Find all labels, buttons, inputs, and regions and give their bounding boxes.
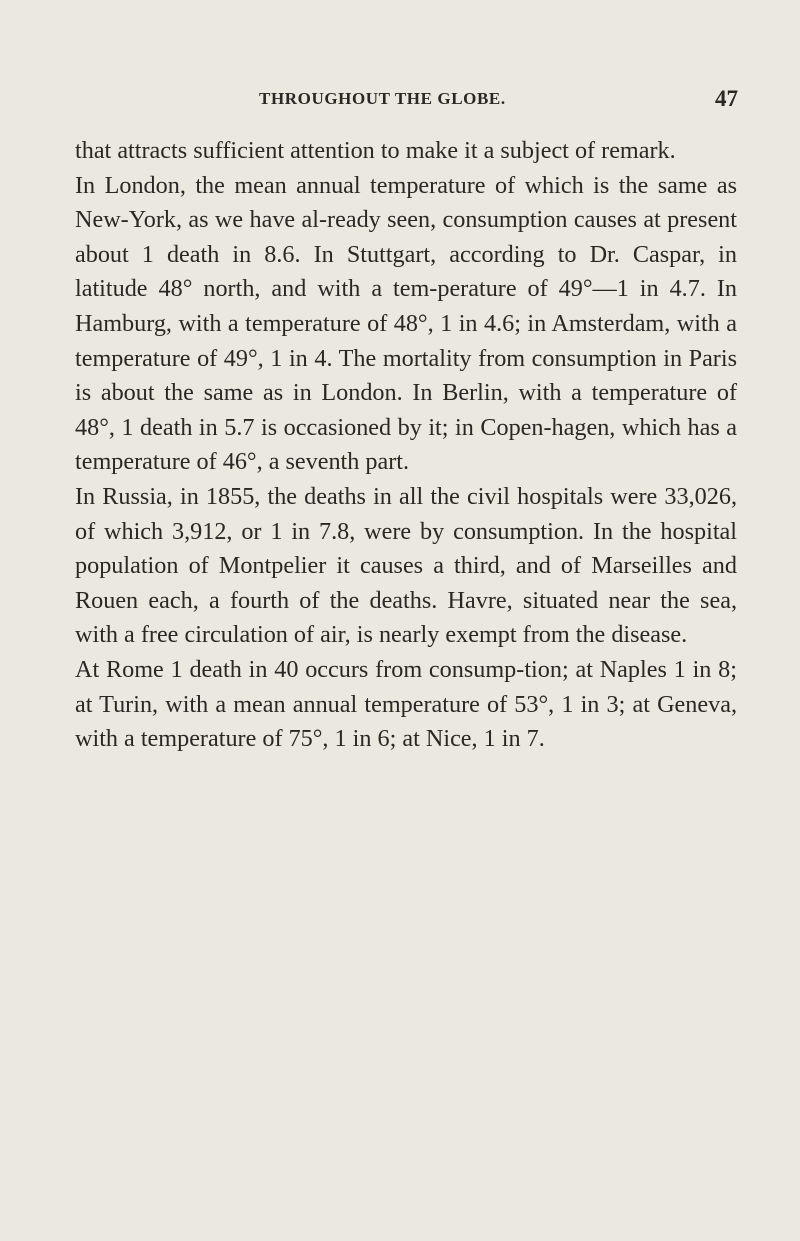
- running-title: THROUGHOUT THE GLOBE.: [259, 89, 506, 108]
- body-text: [75, 134, 737, 757]
- paragraph: that attracts sufficient attention to make it a subject of remark.: [75, 137, 676, 164]
- page-number: 47: [715, 86, 738, 111]
- paragraph: At Rome 1 death in 40 occurs from consump-tion; at Naples 1 in 8; at Turin, with a mean annual temperature of 53°, 1 in 3; at Geneva, with a temperature of 75°, 1 in 6; at Nice, 1 in 7.: [75, 655, 737, 753]
- paragraph: In London, the mean annual temperature of which is the same as New-York, as we have al-ready seen, consumption causes at present about 1 death in 8.6. In Stuttgart, according to Dr. Caspar, in latitude 48° north, and with a tem-perature of 49°—1 in 4.7. In Hamburg, with a temperature of 48°, 1 in 4.6; in Amsterdam, with a temperature of 49°, 1 in 4. The mortality from consumption in Paris is about the same as in London. In Berlin, with a temperature of 48°, 1 death in 5.7 is occasioned by it; in Copen-hagen, which has a temperature of 46°, a seventh part.: [75, 171, 737, 476]
- running-head: [75, 84, 738, 124]
- paragraph: In Russia, in 1855, the deaths in all the civil hospitals were 33,026, of which 3,912, or 1 in 7.8, were by consumption. In the hospital population of Montpelier it causes a third, and of Marseilles and Rouen each, a fourth of the deaths. Havre, situated near the sea, with a free circulation of air, is nearly exempt from the disease.: [75, 482, 737, 649]
